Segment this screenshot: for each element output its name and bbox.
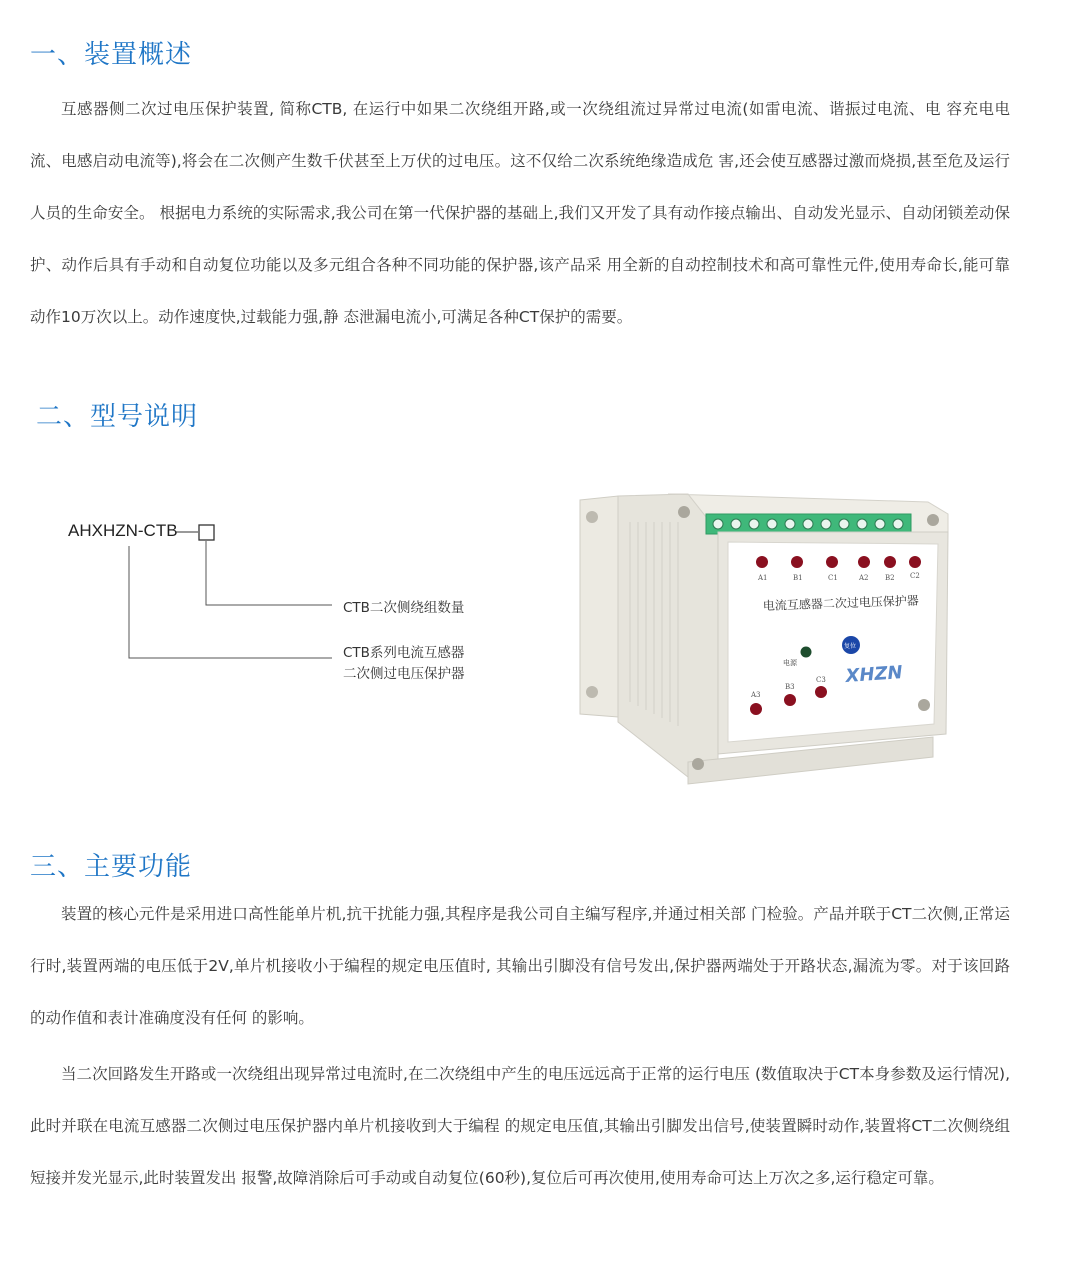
led-label-top: B1 (793, 574, 803, 582)
screw-hole (678, 506, 690, 518)
screw-hole (586, 511, 598, 523)
power-led (801, 647, 812, 658)
device-image (578, 492, 953, 792)
label-series-line2: 二次侧过电压保护器 (343, 666, 465, 682)
overview-paragraph: 互感器侧二次过电压保护装置, 简称CTB, 在运行中如果二次绕组开路,或一次绕组流过异常过电流(如雷电流、谐振过电流、电 容充电电流、电感启动电流等),将会在二次侧产生数千伏甚至上万伏的过电压。这不仅给二次系统绝缘造成危 害,还会使互感器过激而烧损,甚至危及运行人员的生命安全。 根据电力系统的实际需求,我公司在第一代保护器的基础上,我们又开发了具有动作接点输出、自动发光显示、自动闭锁差动保护、动作后具有手动和自动复位功能以及多元组合各种不同功能的保护器,该产品采 用全新的自动控制技术和高可靠性元件,使用寿命长,能可靠动作10万次以上。动作速度快,过载能力强,静 态泄漏电流小,可满足各种CT保护的需要。 (30, 100, 1010, 326)
panel-title: 电流互感器二次过电压保护器 (762, 593, 920, 613)
screw-hole (927, 514, 939, 526)
power-label: 电源 (783, 659, 797, 667)
reset-label: 复位 (844, 643, 857, 650)
label-series-line1: CTB系列电流互感器 (343, 645, 465, 661)
section-title-functions: 三、主要功能 (30, 852, 193, 882)
functions-paragraph-1: 装置的核心元件是采用进口高性能单片机,抗干扰能力强,其程序是我公司自主编写程序,并通过相关部 门检验。产品并联于CT二次侧,正常运行时,装置两端的电压低于2V,单片机接收小于编程的规定电压值时, 其输出引脚没有信号发出,保护器两端处于开路状态,漏流为零。对于该回路的动作值和表计准确度没有任何 的影响。 (30, 905, 1010, 1027)
led-label-top: C2 (910, 572, 920, 580)
led-label-top: C1 (828, 574, 838, 582)
model-placeholder-box (199, 525, 214, 540)
brand-logo: XHZN (844, 662, 904, 687)
led-label-bottom: A3 (751, 691, 761, 699)
section-title-overview: 一、装置概述 (30, 40, 193, 70)
section-title-model: 二、型号说明 (36, 402, 199, 432)
leader-line-series (129, 546, 332, 658)
screw-hole (586, 686, 598, 698)
led-label-bottom: B3 (785, 683, 795, 691)
led-label-top: A1 (758, 574, 768, 582)
device-left-rail (580, 496, 618, 717)
model-diagram (0, 0, 560, 700)
model-code: AHXHZN-CTB (68, 521, 178, 540)
screw-hole (918, 699, 930, 711)
label-winding-count: CTB二次侧绕组数量 (343, 600, 465, 616)
device-side (618, 494, 718, 777)
led-label-top: B2 (885, 574, 895, 582)
led-label-bottom: C3 (816, 676, 826, 684)
leader-line-winding (206, 541, 332, 605)
led-label-top: A2 (859, 574, 869, 582)
functions-paragraph-2: 当二次回路发生开路或一次绕组出现异常过电流时,在二次绕组中产生的电压远远高于正常的运行电压 (数值取决于CT本身参数及运行情况),此时并联在电流互感器二次侧过电压保护器内单片机接收到大于编程 的规定电压值,其输出引脚发出信号,使装置瞬时动作,装置将CT二次侧绕组短接并发光显示,此时装置发出 报警,故障消除后可手动或自动复位(60秒),复位后可再次使用,使用寿命可达上万次之多,运行稳定可靠。 (30, 1065, 1010, 1187)
screw-hole (692, 758, 704, 770)
